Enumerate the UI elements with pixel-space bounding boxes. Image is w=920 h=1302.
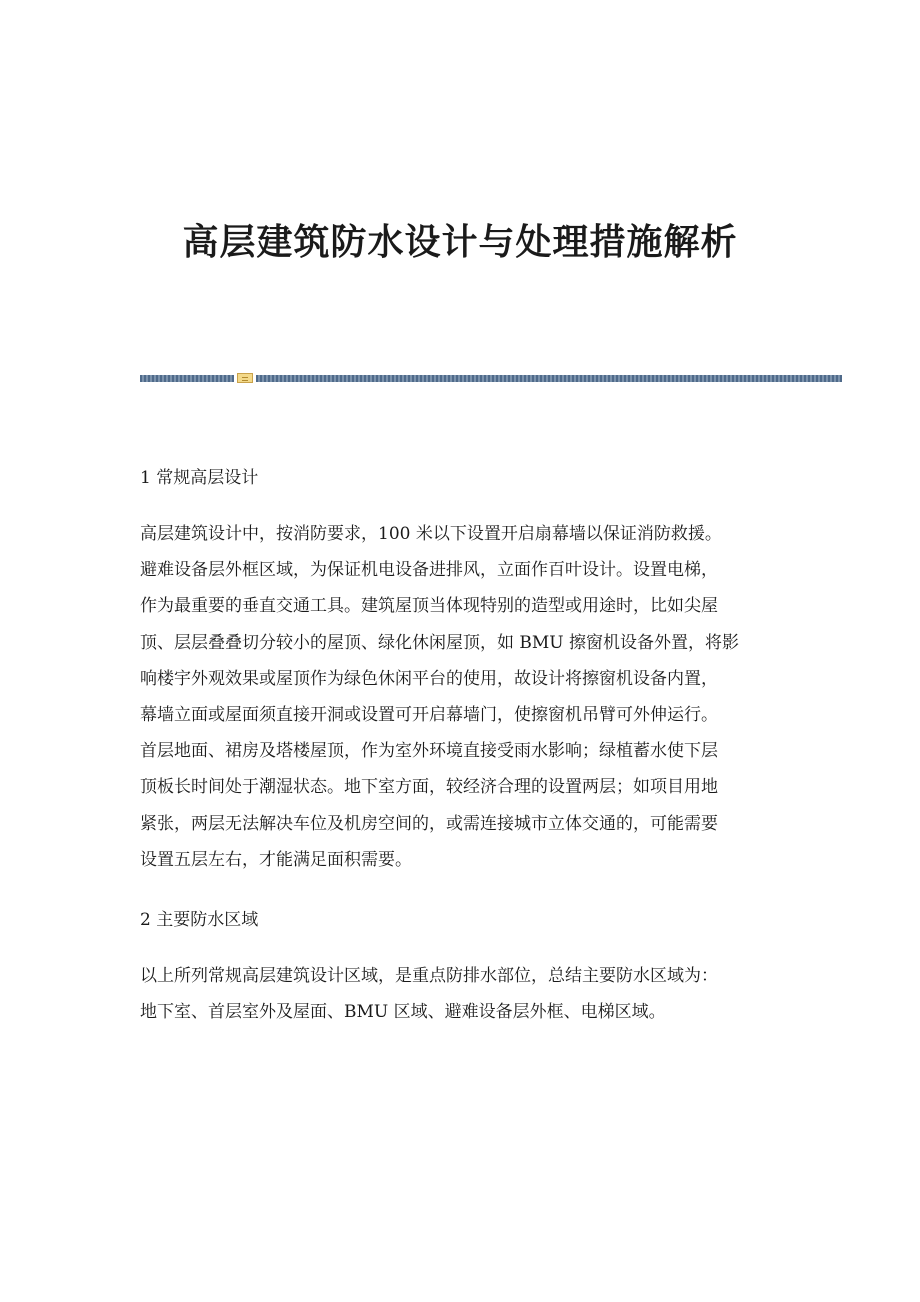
paragraph-line: 响楼宇外观效果或屋顶作为绿色休闲平台的使用，故设计将擦窗机设备内置， xyxy=(140,668,718,689)
divider-bar-right xyxy=(256,375,842,382)
paragraph-line: 以上所列常规高层建筑设计区域，是重点防排水部位，总结主要防水区域为： xyxy=(140,966,718,987)
paragraph-line: 首层地面、裙房及塔楼屋顶，作为室外环境直接受雨水影响；绿植蓄水使下层 xyxy=(140,741,718,762)
paragraph-line: 作为最重要的垂直交通工具。建筑屋顶当体现特别的造型或用途时，比如尖屋 xyxy=(140,596,718,617)
paragraph-line: 紧张，两层无法解决车位及机房空间的，或需连接城市立体交通的，可能需要 xyxy=(140,813,718,834)
divider-bar-left xyxy=(140,375,234,382)
paragraph-line: 顶板长时间处于潮湿状态。地下室方面，较经济合理的设置两层；如项目用地 xyxy=(140,777,718,798)
section-paragraph xyxy=(140,958,780,1030)
section-heading: 2 主要防水区域 xyxy=(140,910,259,931)
section-heading: 1 常规高层设计 xyxy=(140,468,259,488)
paragraph-line: 顶、层层叠叠切分较小的屋顶、绿化休闲屋顶，如 BMU 擦窗机设备外置，将影 xyxy=(140,632,740,653)
document-body xyxy=(140,466,780,1030)
paragraph-line: 地下室、首层室外及屋面、BMU 区域、避难设备层外框、电梯区域。 xyxy=(140,1002,666,1023)
paragraph-line: 设置五层左右，才能满足面积需要。 xyxy=(140,849,412,870)
paragraph-line: 幕墙立面或屋面须直接开洞或设置可开启幕墙门，使擦窗机吊臂可外伸运行。 xyxy=(140,705,718,726)
paragraph-line: 避难设备层外框区域，为保证机电设备进排风，立面作百叶设计。设置电梯， xyxy=(140,560,718,581)
divider-ornament-icon xyxy=(237,373,253,383)
document-title: 高层建筑防水设计与处理措施解析 xyxy=(182,221,738,263)
title-divider xyxy=(140,373,842,383)
paragraph-line: 高层建筑设计中，按消防要求，100 米以下设置开启扇幕墙以保证消防救援。 xyxy=(140,524,722,544)
section-paragraph xyxy=(140,516,780,878)
